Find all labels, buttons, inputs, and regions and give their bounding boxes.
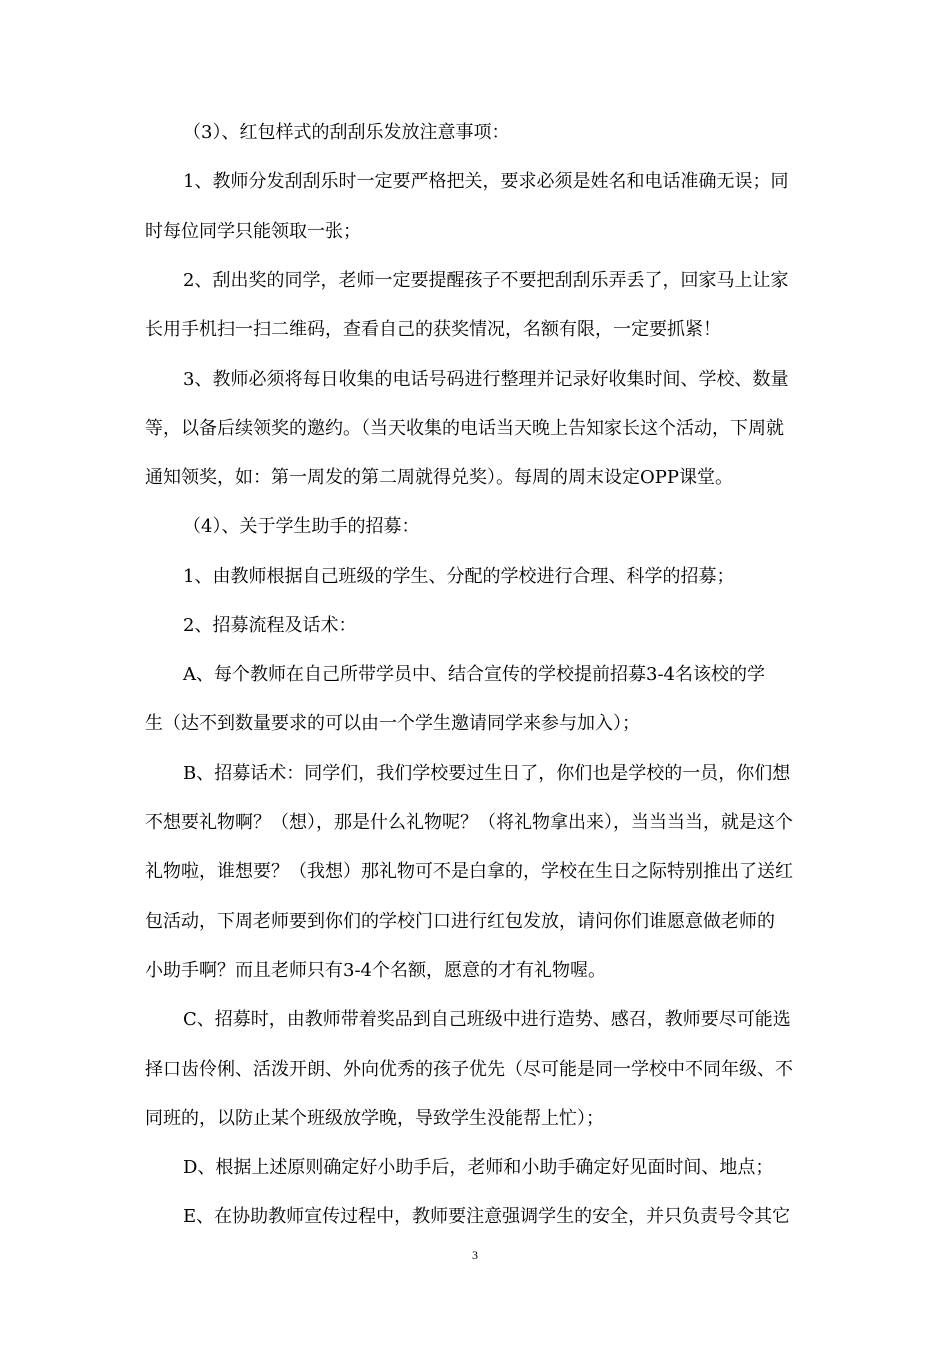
page-number: 3 [472, 1248, 478, 1262]
paragraph-line: 同班的，以防止某个班级放学晚，导致学生没能帮上忙）； [145, 1108, 604, 1129]
paragraph-line: 包活动，下周老师要到你们的学校门口进行红包发放，请问你们谁愿意做老师的 [145, 911, 775, 932]
paragraph-line: 1、教师分发刮刮乐时一定要严格把关，要求必须是姓名和电话准确无误；同 [183, 171, 789, 192]
paragraph-line: 择口齿伶俐、活泼开朗、外向优秀的孩子优先（尽可能是同一学校中不同年级、不 [145, 1059, 793, 1080]
paragraph-line: 长用手机扫一扫二维码，查看自己的获奖情况，名额有限，一定要抓紧！ [145, 319, 721, 340]
paragraph-line: 礼物啦，谁想要？（我想）那礼物可不是白拿的，学校在生日之际特别推出了送红 [145, 861, 793, 882]
paragraph-line: C、招募时，由教师带着奖品到自己班级中进行造势、感召，教师要尽可能选 [183, 1009, 791, 1030]
paragraph-line: B、招募话术：同学们，我们学校要过生日了，你们也是学校的一员，你们想 [183, 763, 791, 784]
paragraph-line: D、根据上述原则确定好小助手后，老师和小助手确定好见面时间、地点； [183, 1157, 774, 1178]
paragraph-line: 小助手啊？而且老师只有3-4个名额，愿意的才有礼物喔。 [145, 960, 606, 981]
paragraph-line: 时每位同学只能领取一张； [145, 221, 361, 242]
paragraph-line: 2、招募流程及话术： [183, 615, 357, 636]
paragraph-line: 生（达不到数量要求的可以由一个学生邀请同学来参与加入）； [145, 713, 640, 734]
paragraph-line: E、在协助教师宣传过程中，教师要注意强调学生的安全，并只负责号令其它 [183, 1206, 791, 1227]
paragraph-line: 不想要礼物啊？（想），那是什么礼物呢？（将礼物拿出来），当当当当，就是这个 [145, 812, 793, 833]
section-heading-3: （3）、红包样式的刮刮乐发放注意事项： [183, 122, 510, 143]
paragraph-line: 通知领奖，如：第一周发的第二周就得兑奖）。每周的周末设定OPP课堂。 [145, 467, 733, 488]
paragraph-line: A、每个教师在自己所带学员中、结合宣传的学校提前招募3-4名该校的学 [183, 664, 765, 685]
paragraph-line: 等，以备后续领奖的邀约。（当天收集的电话当天晚上告知家长这个活动，下周就 [145, 418, 784, 439]
paragraph-line: 3、教师必须将每日收集的电话号码进行整理并记录好收集时间、学校、数量 [183, 369, 789, 390]
section-heading-4: （4）、关于学生助手的招募： [183, 516, 420, 537]
paragraph-line: 1、由教师根据自己班级的学生、分配的学校进行合理、科学的招募； [183, 566, 735, 587]
paragraph-line: 2、刮出奖的同学，老师一定要提醒孩子不要把刮刮乐弄丢了，回家马上让家 [183, 270, 789, 291]
